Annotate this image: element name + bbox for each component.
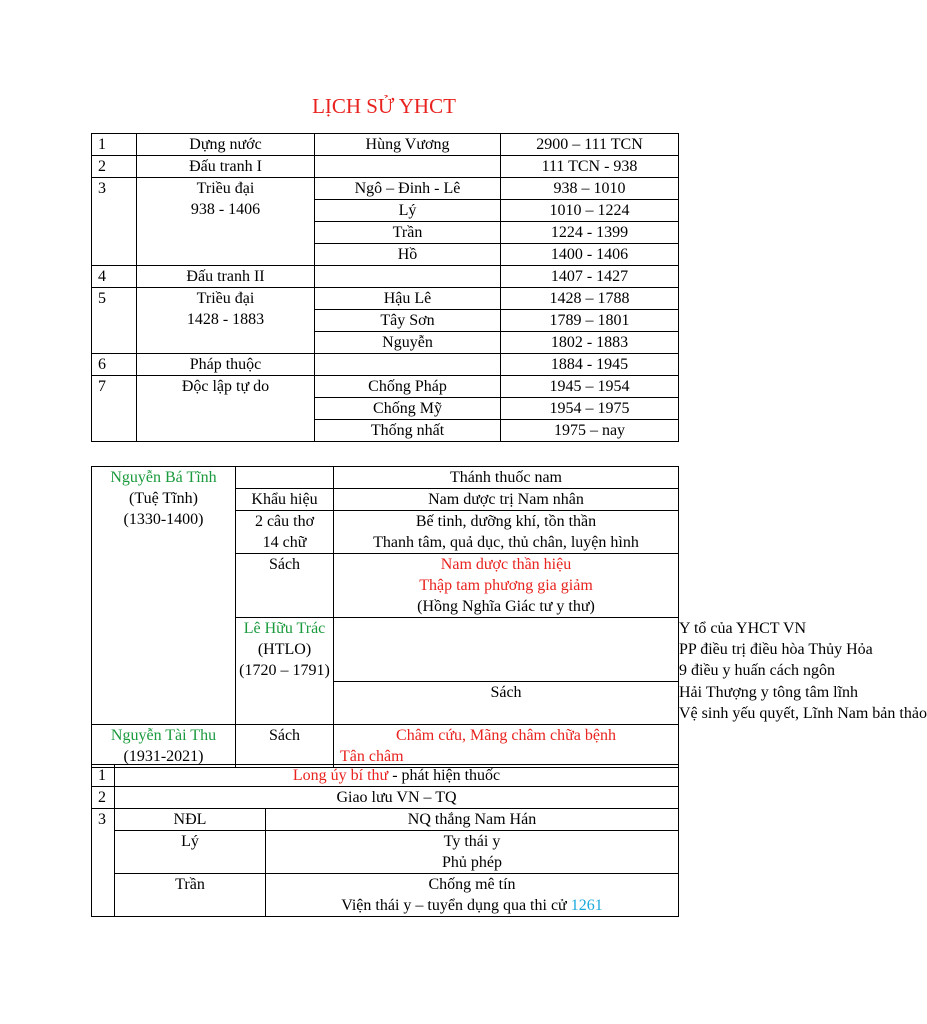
physician-cell — [236, 618, 334, 725]
table-row — [92, 288, 679, 310]
table-row — [92, 787, 679, 809]
row-number: 2 — [92, 787, 115, 809]
table-row — [92, 266, 679, 288]
dynasty-cell: Chống Mỹ — [315, 398, 501, 420]
physicians-table — [91, 466, 927, 768]
row-number: 3 — [92, 178, 137, 266]
table-row — [92, 874, 679, 917]
dynasty-cell: Chống Pháp — [315, 376, 501, 398]
table-row — [92, 354, 679, 376]
physician-alias: (HTLO) — [257, 641, 312, 658]
table-row — [92, 725, 679, 768]
dynasty-cell: Hậu Lê — [315, 288, 501, 310]
dynasty-cell: Lý — [315, 200, 501, 222]
years-cell: 1428 – 1788 — [501, 288, 679, 310]
physician-years: (1720 – 1791) — [239, 662, 330, 679]
dynasty-cell — [315, 156, 501, 178]
dynasty-cell: Hồ — [315, 244, 501, 266]
empty-cell — [236, 467, 334, 489]
event-cell: Chống mê tín Viện thái y – tuyển dụng qua thi cử 1261 — [266, 874, 679, 917]
years-cell: 1407 - 1427 — [501, 266, 679, 288]
physician-name: Nguyễn Bá Tĩnh — [110, 469, 217, 486]
row-number: 5 — [92, 288, 137, 354]
table-row — [92, 134, 679, 156]
years-cell: 1010 – 1224 — [501, 200, 679, 222]
period-cell: Pháp thuộc — [137, 354, 315, 376]
books-label: Sách — [334, 682, 679, 725]
dynasty-cell: Tây Sơn — [315, 310, 501, 332]
years-cell: 1789 – 1801 — [501, 310, 679, 332]
dynasty-cell: Hùng Vương — [315, 134, 501, 156]
years-cell: 2900 – 111 TCN — [501, 134, 679, 156]
period-cell: Đấu tranh I — [137, 156, 315, 178]
row-text: Long úy bí thư - phát hiện thuốc — [115, 765, 679, 787]
exchange-table — [91, 764, 679, 917]
empty-cell — [334, 618, 679, 682]
period-cell: Đấu tranh II — [137, 266, 315, 288]
dynasty-cell: Ngô – Đinh - Lê — [315, 178, 501, 200]
years-cell: 1954 – 1975 — [501, 398, 679, 420]
books-text: Châm cứu, Mãng châm chữa bệnh Tân châm — [334, 725, 679, 768]
books-label: Sách — [236, 554, 334, 618]
physician-name: Lê Hữu Trác — [243, 620, 326, 637]
table-row: Lê Hữu Trác (HTLO) (1720 – 1791) Y tổ của YHCT VN PP điều trị điều hòa Thủy Hỏa 9 điều y huấn cách ngôn — [92, 618, 679, 682]
event-cell: Ty thái y Phủ phép — [266, 831, 679, 874]
poem-label: 2 câu thơ 14 chữ — [236, 511, 334, 554]
years-cell: 111 TCN - 938 — [501, 156, 679, 178]
years-cell: 1945 – 1954 — [501, 376, 679, 398]
dynasty-cell: Nguyễn — [315, 332, 501, 354]
books-label: Sách — [236, 725, 334, 768]
table-row — [92, 765, 679, 787]
row-number: 1 — [92, 765, 115, 787]
table-row — [92, 156, 679, 178]
dynasty-cell: Lý — [115, 831, 266, 874]
physician-cell — [92, 725, 236, 768]
row-number: 3 — [92, 809, 115, 917]
table-row — [92, 376, 679, 398]
period-cell: Dựng nước — [137, 134, 315, 156]
poem-text: Bế tinh, dưỡng khí, tồn thần Thanh tâm, quả dục, thủ chân, luyện hình — [334, 511, 679, 554]
years-cell: 1884 - 1945 — [501, 354, 679, 376]
dynasty-cell: NĐL — [115, 809, 266, 831]
period-cell: Triều đại 938 - 1406 — [137, 178, 315, 266]
table-row — [92, 831, 679, 874]
years-cell: 1802 - 1883 — [501, 332, 679, 354]
physician-years: (1330-1400) — [123, 511, 204, 528]
books-text: Nam dược thần hiệu Thập tam phương gia giảm (Hồng Nghĩa Giác tư y thư) — [334, 554, 679, 618]
dynasty-cell — [315, 354, 501, 376]
years-cell: 1400 - 1406 — [501, 244, 679, 266]
physician-cell — [92, 467, 236, 725]
event-cell: NQ thắng Nam Hán — [266, 809, 679, 831]
table-row — [92, 809, 679, 831]
slogan-label: Khẩu hiệu — [236, 489, 334, 511]
year-highlight: 1261 — [570, 897, 603, 914]
page-title: LỊCH SỬ YHCT — [312, 94, 456, 118]
dynasty-cell: Trần — [115, 874, 266, 917]
physician-title: Thánh thuốc nam — [334, 467, 679, 489]
row-text: Giao lưu VN – TQ — [115, 787, 679, 809]
row-number: 4 — [92, 266, 137, 288]
table-row: Sách Hải Thượng y tông tâm lĩnh Vệ sinh yếu quyết, Lĩnh Nam bản thảo — [92, 682, 679, 725]
physician-years: (1931-2021) — [123, 748, 204, 765]
years-cell: 1975 – nay — [501, 420, 679, 442]
years-cell: 1224 - 1399 — [501, 222, 679, 244]
table-row — [92, 178, 679, 200]
physician-alias: (Tuệ Tĩnh) — [129, 490, 198, 507]
period-cell: Triều đại 1428 - 1883 — [137, 288, 315, 354]
history-timeline-table — [91, 133, 679, 442]
table-row — [92, 467, 679, 489]
dynasty-cell — [315, 266, 501, 288]
slogan-text: Nam dược trị Nam nhân — [334, 489, 679, 511]
dynasty-cell: Thống nhất — [315, 420, 501, 442]
row-number: 7 — [92, 376, 137, 442]
years-cell: 938 – 1010 — [501, 178, 679, 200]
row-number: 2 — [92, 156, 137, 178]
row-number: 1 — [92, 134, 137, 156]
dynasty-cell: Trần — [315, 222, 501, 244]
row-number: 6 — [92, 354, 137, 376]
physician-name: Nguyễn Tài Thu — [110, 727, 217, 744]
period-cell: Độc lập tự do — [137, 376, 315, 442]
